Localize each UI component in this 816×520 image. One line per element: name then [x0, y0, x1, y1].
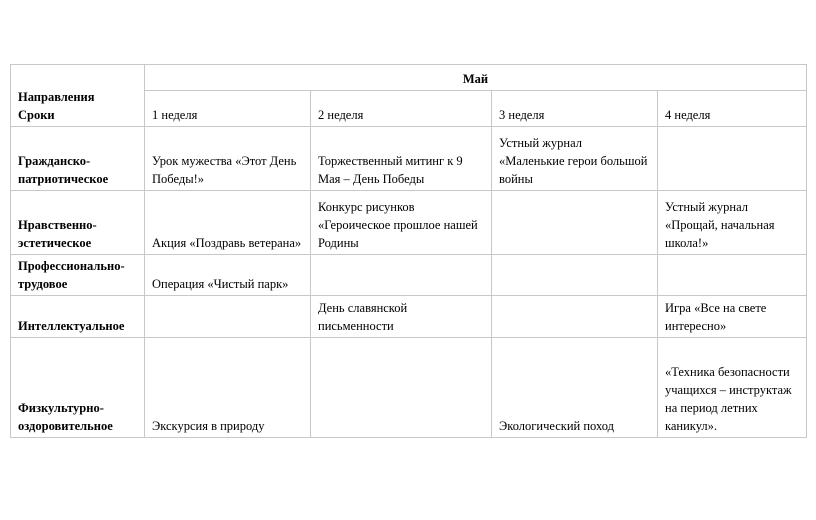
cell-r3-w2 — [311, 255, 492, 296]
week-header-3: 3 неделя — [492, 91, 658, 127]
cell-r5-w2 — [311, 338, 492, 438]
cell-r1-w3: Устный журнал «Маленькие герои большой войны — [492, 127, 658, 191]
cell-r4-w3 — [492, 296, 658, 338]
cell-r2-w2: Конкурс рисунков «Героическое прошлое нашей Родины — [311, 191, 492, 255]
week-header-2: 2 неделя — [311, 91, 492, 127]
cell-r3-w3 — [492, 255, 658, 296]
cell-r1-w1: Урок мужества «Этот День Победы!» — [145, 127, 311, 191]
direction-professional-labor: Профессионально-трудовое — [11, 255, 145, 296]
plan-table — [10, 64, 807, 438]
table-row — [11, 296, 807, 338]
cell-r2-w1: Акция «Поздравь ветерана» — [145, 191, 311, 255]
corner-label-terms: Сроки — [18, 108, 55, 122]
corner-header-cell — [11, 65, 145, 127]
direction-intellectual: Интеллектуальное — [11, 296, 145, 338]
cell-r4-w1 — [145, 296, 311, 338]
table-row — [11, 255, 807, 296]
header-row-month — [11, 65, 807, 91]
cell-r4-w4: Игра «Все на свете интересно» — [658, 296, 807, 338]
corner-label-directions: Направления — [18, 90, 95, 104]
week-header-4: 4 неделя — [658, 91, 807, 127]
cell-r4-w2: День славянской письменности — [311, 296, 492, 338]
cell-r5-w4: «Техника безопасности учащихся – инструктаж на период летних каникул». — [658, 338, 807, 438]
cell-r1-w2: Торжественный митинг к 9 Мая – День Победы — [311, 127, 492, 191]
cell-r5-w1: Экскурсия в природу — [145, 338, 311, 438]
table-row — [11, 191, 807, 255]
cell-r1-w4 — [658, 127, 807, 191]
table-row — [11, 127, 807, 191]
cell-r5-w3: Экологический поход — [492, 338, 658, 438]
direction-civic-patriotic: Гражданско-патриотическое — [11, 127, 145, 191]
cell-r2-w3 — [492, 191, 658, 255]
table-row — [11, 338, 807, 438]
direction-moral-aesthetic: Нравственно-эстетическое — [11, 191, 145, 255]
month-header: Май — [145, 65, 807, 91]
cell-r3-w4 — [658, 255, 807, 296]
direction-physical-health: Физкультурно-оздоровительное — [11, 338, 145, 438]
cell-r3-w1: Операция «Чистый парк» — [145, 255, 311, 296]
week-header-1: 1 неделя — [145, 91, 311, 127]
cell-r2-w4: Устный журнал «Прощай, начальная школа!» — [658, 191, 807, 255]
